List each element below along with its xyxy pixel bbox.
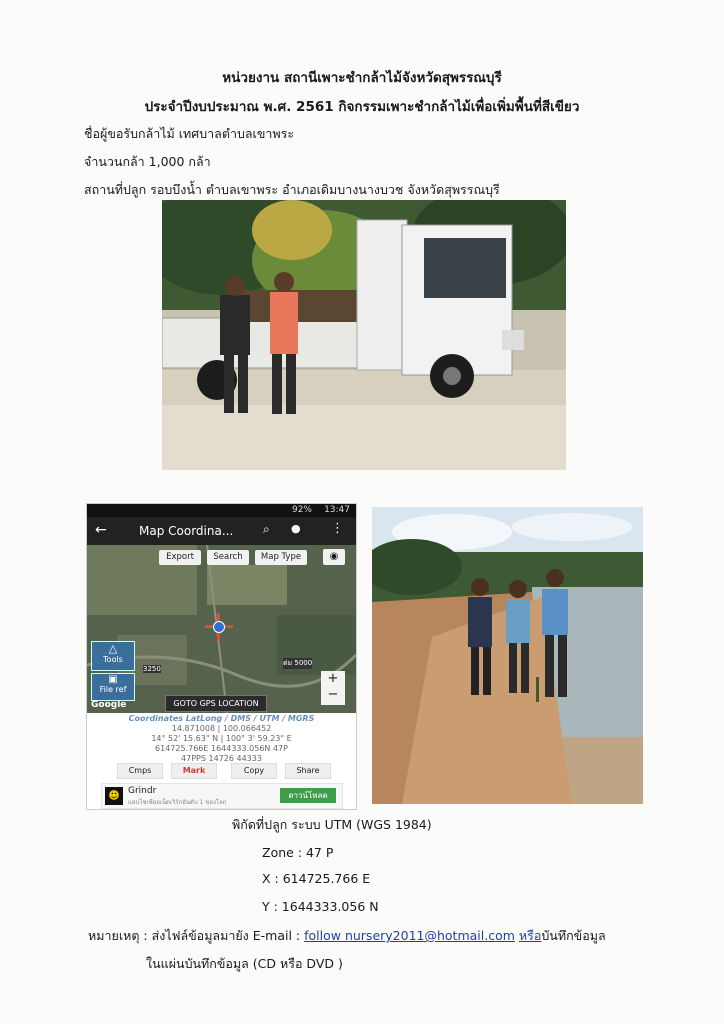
goto-gps-button[interactable]: GOTO GPS LOCATION [165,695,267,712]
coords-mgrs[interactable]: 47PPS 14726 44333 [181,754,262,763]
tools-label: Tools [103,655,123,664]
ad-download-button[interactable]: ดาวน์โหลด [280,788,336,803]
utm-heading: พิกัดที่ปลูก ระบบ UTM (WGS 1984) [232,817,432,832]
app-title: Map Coordina... [139,524,234,538]
microphone-icon[interactable]: ● [291,522,301,535]
recipient-line: ชื่อผู้ขอรับกล้าไม้ เทศบาลตำบลเขาพระ [84,126,295,141]
map-type-button[interactable]: Map Type [255,550,307,565]
ad-description: แอปโซเชียลเน็ตเวิร์กอันดับ 1 ของโลก [128,799,227,806]
image-icon: ▣ [108,674,118,685]
coords-dms[interactable]: 14° 52' 15.63" N | 100° 3' 59.23" E [151,734,292,743]
truck-handover-photo [162,200,566,470]
eye-icon[interactable]: ◉ [323,549,345,565]
ad-banner[interactable] [101,783,343,809]
gps-app-screenshot [86,503,357,810]
planting-location-line: สถานที่ปลูก รอบบึงน้ำ ตำบลเขาพระ อำเภอเดิมบางนางบวช จังหวัดสุพรรณบุรี [84,182,500,197]
grindr-logo-icon: ☻ [105,787,123,805]
seedling-count-line: จำนวนกล้า 1,000 กล้า [84,154,211,169]
zoom-out-button[interactable]: − [327,687,339,702]
search-icon[interactable]: ⌕ [263,522,270,536]
file-ref-button[interactable] [91,673,135,701]
triangle-icon: △ [108,642,118,655]
copy-button[interactable]: Copy [231,763,277,779]
search-button[interactable]: Search [207,550,249,565]
coords-latlong[interactable]: 14.871008 | 100.066452 [171,724,272,733]
export-button[interactable]: Export [159,550,201,565]
scale-label-left: 3250 [143,665,161,673]
note-line-1 [88,926,606,946]
satellite-map[interactable] [87,545,356,713]
utm-y: Y : 1644333.056 N [262,899,379,914]
coords-utm[interactable]: 614725.766E 1644333.056N 47P [155,744,288,753]
note-prefix: หมายเหตุ : ส่งไฟล์ข้อมูลมายัง E-mail : [88,928,305,943]
phone-status-bar [87,504,356,517]
zoom-in-button[interactable]: + [327,671,339,686]
note-line-2: ในแผ่นบันทึกข้อมูล (CD หรือ DVD ) [146,956,343,971]
email-link[interactable]: follow nursery2011@hotmail.com [304,928,515,943]
zoom-controls [321,671,345,705]
compass-button[interactable]: Cmps [117,763,163,779]
file-ref-label: File ref [99,685,127,694]
tools-button[interactable] [91,641,135,671]
header-fiscal-year: ประจำปีงบประมาณ พ.ศ. 2561 กิจกรรมเพาะชำกล้าไม้เพื่อเพิ่มพื้นที่สีเขียว [144,99,580,115]
or-word: หรือ [518,928,542,943]
status-time: 13:47 [324,505,350,515]
note-suffix: บันทึกข้อมูล [541,928,606,943]
header-agency: หน่วยงาน สถานีเพาะชำกล้าไม้จังหวัดสุพรรณบุรี [222,70,502,86]
pond-planting-photo [372,507,643,804]
overflow-menu-icon[interactable]: ⋮ [331,521,344,536]
app-bar [87,517,356,545]
ad-app-name: Grindr [128,786,157,796]
utm-zone: Zone : 47 P [262,845,334,860]
scale-label-right: ต่ม 5000 [283,659,313,667]
coords-title: Coordinates LatLong / DMS / UTM / MGRS [128,714,315,723]
share-button[interactable]: Share [285,763,331,779]
utm-x: X : 614725.766 E [262,871,371,886]
location-dot-icon [213,621,225,633]
mark-button[interactable]: Mark [171,763,217,779]
back-arrow-icon[interactable]: ← [95,522,107,538]
google-logo: Google [91,700,127,710]
battery-level: 92% [291,505,312,515]
